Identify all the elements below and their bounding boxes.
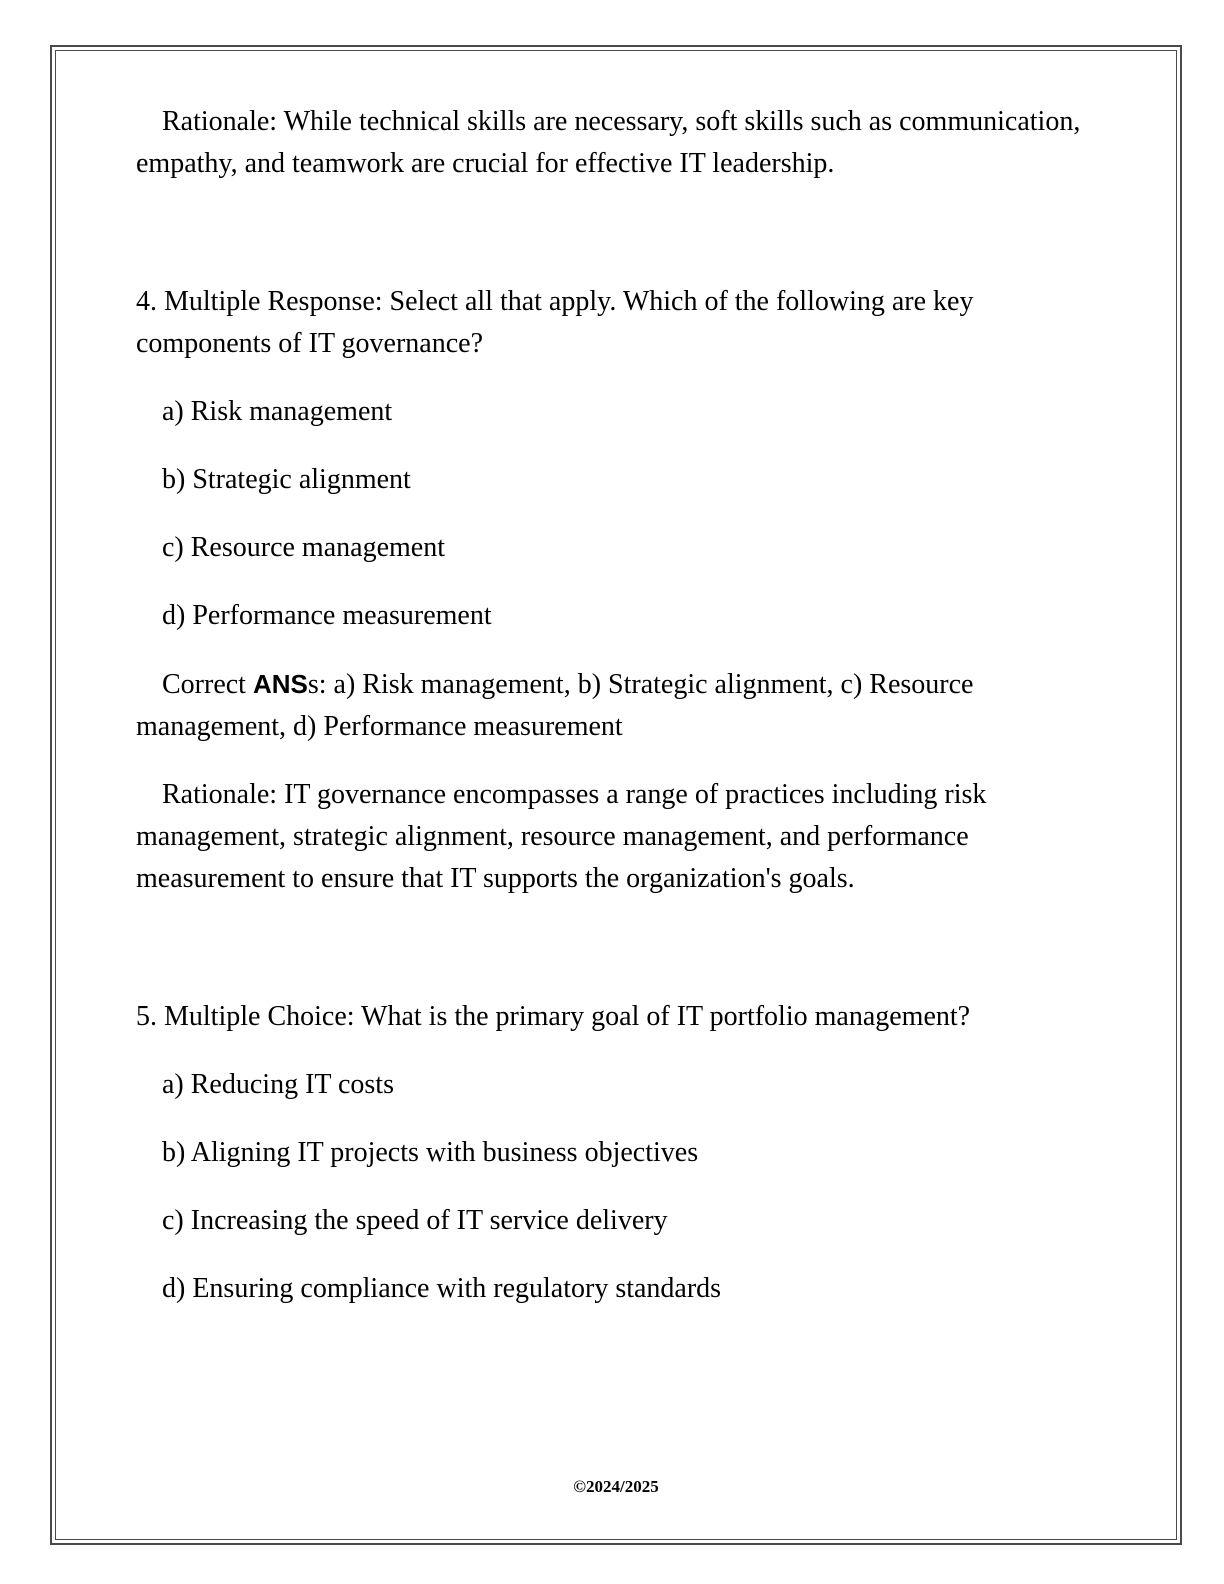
answer-prefix: Correct: [162, 669, 253, 700]
question-4-option-c: c) Resource management: [162, 532, 445, 563]
page-border-inner: [55, 50, 1177, 1540]
question-4-option-d: d) Performance measurement: [162, 600, 492, 631]
question-4-option-b: b) Strategic alignment: [162, 464, 411, 495]
question-4-option-a: a) Risk management: [162, 396, 393, 427]
rationale-paragraph-top: Rationale: While technical skills are necessary, soft skills such as communication, empathy, and teamwork are crucial for effective IT leadership.: [136, 106, 1081, 179]
page-border: [50, 45, 1182, 1545]
question-5-prompt: 5. Multiple Choice: What is the primary goal of IT portfolio management?: [136, 1001, 971, 1032]
question-4-prompt: 4. Multiple Response: Select all that apply. Which of the following are key components of IT governance?: [136, 286, 974, 359]
answer-suffix: s: a) Risk management, b) Strategic alignment, c) Resource management, d) Performance measurement: [136, 669, 974, 742]
document-content: [56, 51, 1176, 1539]
answer-ans-label: ANS: [252, 669, 308, 699]
question-5-option-b: b) Aligning IT projects with business objectives: [162, 1137, 699, 1168]
question-4-answer: [136, 663, 1090, 748]
question-5-option-c: c) Increasing the speed of IT service delivery: [162, 1205, 668, 1236]
question-5-option-d: d) Ensuring compliance with regulatory standards: [162, 1273, 722, 1304]
question-4-rationale: Rationale: IT governance encompasses a range of practices including risk management, strategic alignment, resource management, and performance measurement to ensure that IT supports the organization's goals.: [136, 779, 987, 894]
question-5-option-a: a) Reducing IT costs: [162, 1069, 394, 1100]
page-footer: ©2024/2025: [573, 1477, 659, 1496]
